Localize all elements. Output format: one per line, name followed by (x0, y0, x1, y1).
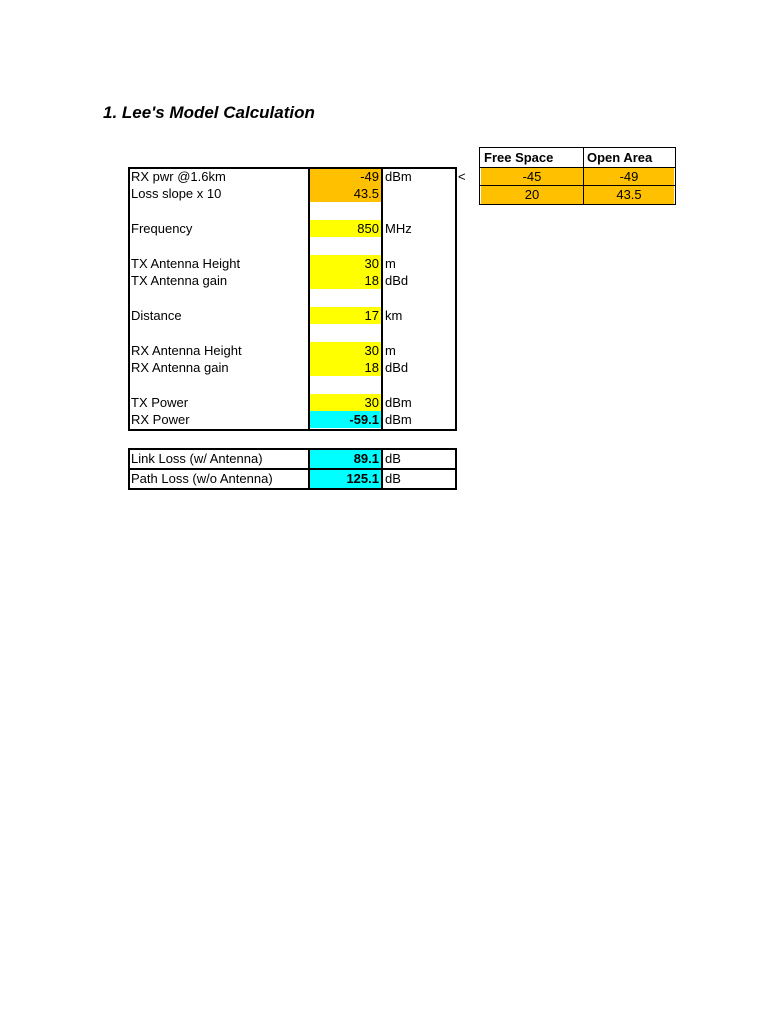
rx-power-value: -59.1 (310, 411, 381, 428)
loss-slope-label: Loss slope x 10 (131, 186, 222, 201)
tx-gain-value[interactable]: 18 (310, 272, 381, 289)
column-divider (308, 167, 310, 431)
rx-height-unit: m (385, 343, 396, 358)
rx-power-label: RX Power (131, 412, 190, 427)
row-divider (480, 167, 675, 168)
header-free-space: Free Space (484, 150, 554, 165)
rx-gain-value[interactable]: 18 (310, 359, 381, 376)
distance-label: Distance (131, 308, 182, 323)
frequency-unit: MHz (385, 221, 412, 236)
reference-table-border (479, 147, 676, 205)
rx-gain-unit: dBd (385, 360, 409, 375)
rx-pwr-ref-unit: dBm (385, 169, 412, 184)
link-loss-value: 89.1 (310, 450, 381, 468)
rx-pwr-ref-value[interactable]: -49 (310, 168, 381, 185)
path-loss-value: 125.1 (310, 470, 381, 488)
tx-gain-unit: dBd (385, 273, 409, 288)
distance-value[interactable]: 17 (310, 307, 381, 324)
free-space-slope: 20 (481, 186, 583, 204)
distance-unit: km (385, 308, 403, 323)
pointer-mark: < (458, 169, 466, 184)
frequency-label: Frequency (131, 221, 193, 236)
open-area-rx-pwr: -49 (584, 168, 674, 186)
parameter-table-border (128, 167, 457, 431)
rx-gain-label: RX Antenna gain (131, 360, 229, 375)
tx-power-unit: dBm (385, 395, 412, 410)
column-divider (381, 167, 383, 431)
tx-power-label: TX Power (131, 395, 189, 410)
tx-height-label: TX Antenna Height (131, 256, 241, 271)
open-area-slope: 43.5 (584, 186, 674, 204)
link-loss-unit: dB (385, 451, 401, 466)
path-loss-label: Path Loss (w/o Antenna) (131, 471, 273, 486)
page-title: 1. Lee's Model Calculation (103, 103, 315, 122)
loss-slope-value[interactable]: 43.5 (310, 185, 381, 202)
path-loss-unit: dB (385, 471, 401, 486)
row-divider (480, 185, 675, 186)
column-divider (308, 448, 310, 490)
row-divider (130, 468, 455, 470)
rx-pwr-ref-label: RX pwr @1.6km (131, 169, 226, 184)
tx-height-unit: m (385, 256, 396, 271)
column-divider (583, 148, 584, 204)
free-space-rx-pwr: -45 (481, 168, 583, 186)
rx-height-value[interactable]: 30 (310, 342, 381, 359)
tx-gain-label: TX Antenna gain (131, 273, 228, 288)
rx-height-label: RX Antenna Height (131, 343, 242, 358)
header-open-area: Open Area (587, 150, 653, 165)
link-loss-label: Link Loss (w/ Antenna) (131, 451, 263, 466)
tx-power-value[interactable]: 30 (310, 394, 381, 411)
tx-height-value[interactable]: 30 (310, 255, 381, 272)
frequency-value[interactable]: 850 (310, 220, 381, 237)
rx-power-unit: dBm (385, 412, 412, 427)
column-divider (381, 448, 383, 490)
